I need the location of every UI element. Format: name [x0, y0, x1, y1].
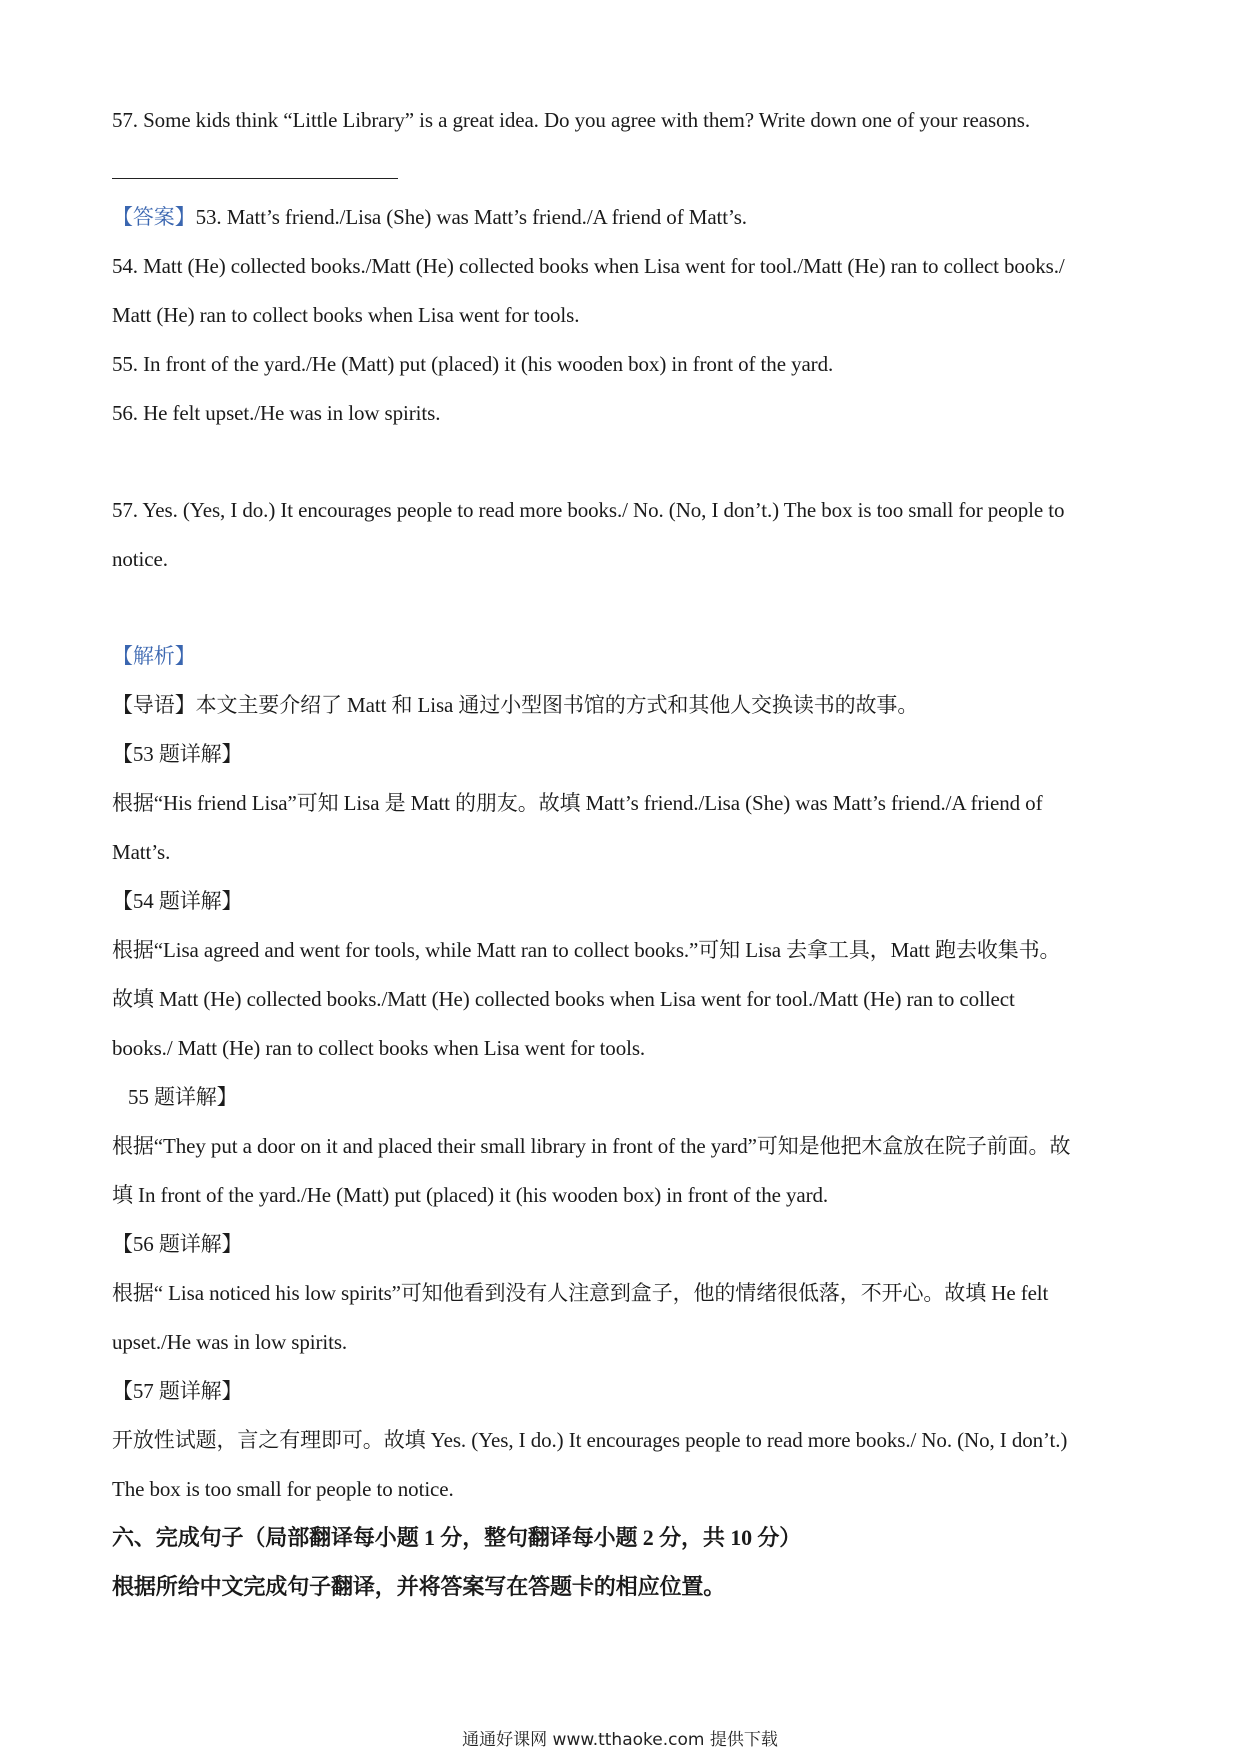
detail-56-heading: 【56 题详解】 [112, 1232, 243, 1256]
detail-53-line-2: Matt’s. [112, 840, 171, 864]
detail-54-line-3: books./ Matt (He) ran to collect books when Lisa went for tools. [112, 1036, 646, 1060]
detail-57-heading: 【57 题详解】 [112, 1379, 243, 1403]
answer-57-line-2: notice. [112, 547, 168, 571]
detail-56-line-2: upset./He was in low spirits. [112, 1330, 348, 1354]
detail-57-line-2: The box is too small for people to notice. [112, 1477, 454, 1501]
question-57: 57. Some kids think “Little Library” is a great idea. Do you agree with them? Write down one of your reasons. [112, 108, 1031, 132]
detail-55-line-2: 填 In front of the yard./He (Matt) put (placed) it (his wooden box) in front of the yard. [112, 1183, 829, 1207]
detail-54-line-1: 根据“Lisa agreed and went for tools, while Matt ran to collect books.”可知 Lisa 去拿工具，Matt 跑去收集书。 [112, 938, 1061, 962]
detail-56-line-1: 根据“ Lisa noticed his low spirits”可知他看到没有人注意到盒子，他的情绪很低落，不开心。故填 He felt [112, 1281, 1049, 1305]
answer-53-text: 53. Matt’s friend./Lisa (She) was Matt’s friend./A friend of Matt’s. [195, 205, 747, 229]
detail-55-heading: 55 题详解】 [128, 1085, 238, 1109]
answer-53 [112, 203, 1142, 231]
analysis-tag: 【解析】 [112, 644, 196, 668]
answer-57-line-1: 57. Yes. (Yes, I do.) It encourages people to read more books./ No. (No, I don’t.) The box is too small for people to [112, 498, 1065, 522]
footer-source: 通通好课网 www.tthaoke.com 提供下载 [462, 1730, 778, 1750]
detail-55-line-1: 根据“They put a door on it and placed their small library in front of the yard”可知是他把木盒放在院子前面。故 [112, 1134, 1071, 1158]
section-6-heading: 六、完成句子（局部翻译每小题 1 分，整句翻译每小题 2 分，共 10 分） [112, 1525, 802, 1550]
answer-tag: 【答案】 [112, 205, 196, 229]
answer-54-line-2: Matt (He) ran to collect books when Lisa went for tools. [112, 303, 580, 327]
answer-56: 56. He felt upset./He was in low spirits. [112, 401, 441, 425]
section-6-instruction: 根据所给中文完成句子翻译，并将答案写在答题卡的相应位置。 [112, 1574, 726, 1599]
detail-54-line-2: 故填 Matt (He) collected books./Matt (He) collected books when Lisa went for tool./Matt (He) ran to collect [112, 987, 1015, 1011]
answer-55: 55. In front of the yard./He (Matt) put (placed) it (his wooden box) in front of the yard. [112, 352, 834, 376]
detail-57-line-1: 开放性试题，言之有理即可。故填 Yes. (Yes, I do.) It encourages people to read more books./ No. (No, I don’t.) [112, 1428, 1068, 1452]
answer-54-line-1: 54. Matt (He) collected books./Matt (He) collected books when Lisa went for tool./Matt (He) ran to collect books./ [112, 254, 1065, 278]
answer-blank-line [112, 178, 398, 179]
detail-53-line-1: 根据“His friend Lisa”可知 Lisa 是 Matt 的朋友。故填 Matt’s friend./Lisa (She) was Matt’s friend./A friend of [112, 791, 1043, 815]
detail-54-heading: 【54 题详解】 [112, 889, 243, 913]
detail-53-heading: 【53 题详解】 [112, 742, 243, 766]
analysis-guide: 【导语】本文主要介绍了 Matt 和 Lisa 通过小型图书馆的方式和其他人交换读书的故事。 [112, 693, 919, 717]
